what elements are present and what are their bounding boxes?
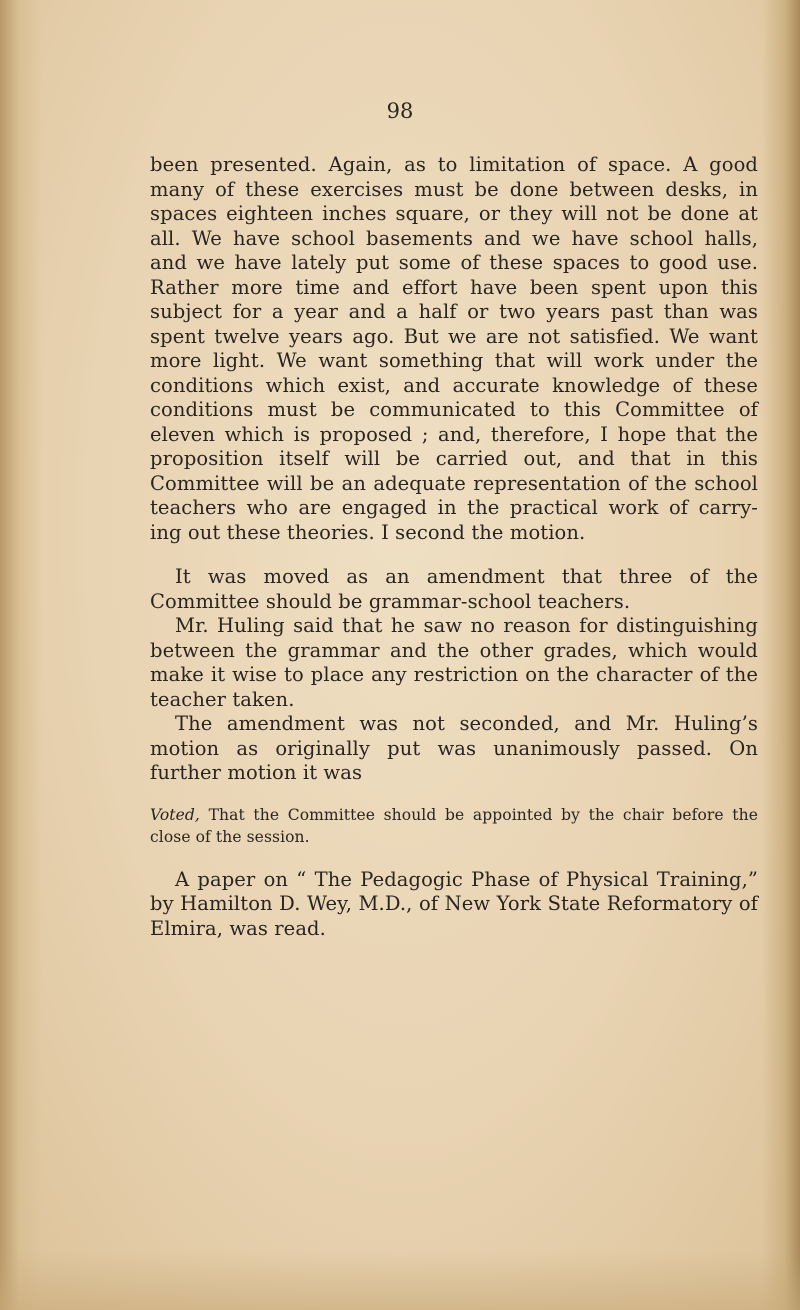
voted-label: Voted,	[150, 805, 200, 824]
paragraph-amendment: It was moved as an amendment that three of the Committee should be grammar-school teachers.	[150, 565, 758, 613]
paragraph-paper-read: A paper on “ The Pedagogic Phase of Physical Training,” by Hamilton D. Wey, M.D., of New York State Reformatory of Elmira, was read.	[150, 867, 758, 940]
page-edge-right	[762, 0, 800, 1310]
body-text	[150, 153, 758, 941]
voted-text: That the Committee should be appointed by the chair before the close of the session.	[150, 805, 758, 846]
paragraph-huling: Mr. Huling said that he saw no reason for distinguishing between the grammar and the other grades, which would make it wise to place any restriction on the character of the teacher taken.	[150, 614, 758, 711]
paragraph-motion-passed: The amendment was not seconded, and Mr. Huling’s motion as originally put was unanimously passed. On further motion it was	[150, 712, 758, 784]
page-number: 98	[386, 99, 414, 123]
paragraph-presented: been presented. Again, as to limitation of space. A good many of these exercises must be done between desks, in spaces eighteen inches square, or they will not be done at all. We have school basements and we have school halls, and we have lately put some of these spaces to good use. Rather more time and effort have been spent upon this subject for a year and a half or two years past than was spent twelve years ago. But we are not satisfied. We want more light. We want something that will work under the conditions which exist, and accurate knowledge of these conditions must be communicated to this Committee of eleven which is proposed ; and, therefore, I hope that the proposition itself will be carried out, and that in this Committee will be an adequate representation of the school teachers who are engaged in the practical work of carry- ing out these theories. I second the motion.	[150, 153, 758, 544]
page-edge-left	[0, 0, 42, 1310]
page-edge-bottom	[0, 1250, 800, 1310]
resolution-voted	[150, 804, 758, 848]
